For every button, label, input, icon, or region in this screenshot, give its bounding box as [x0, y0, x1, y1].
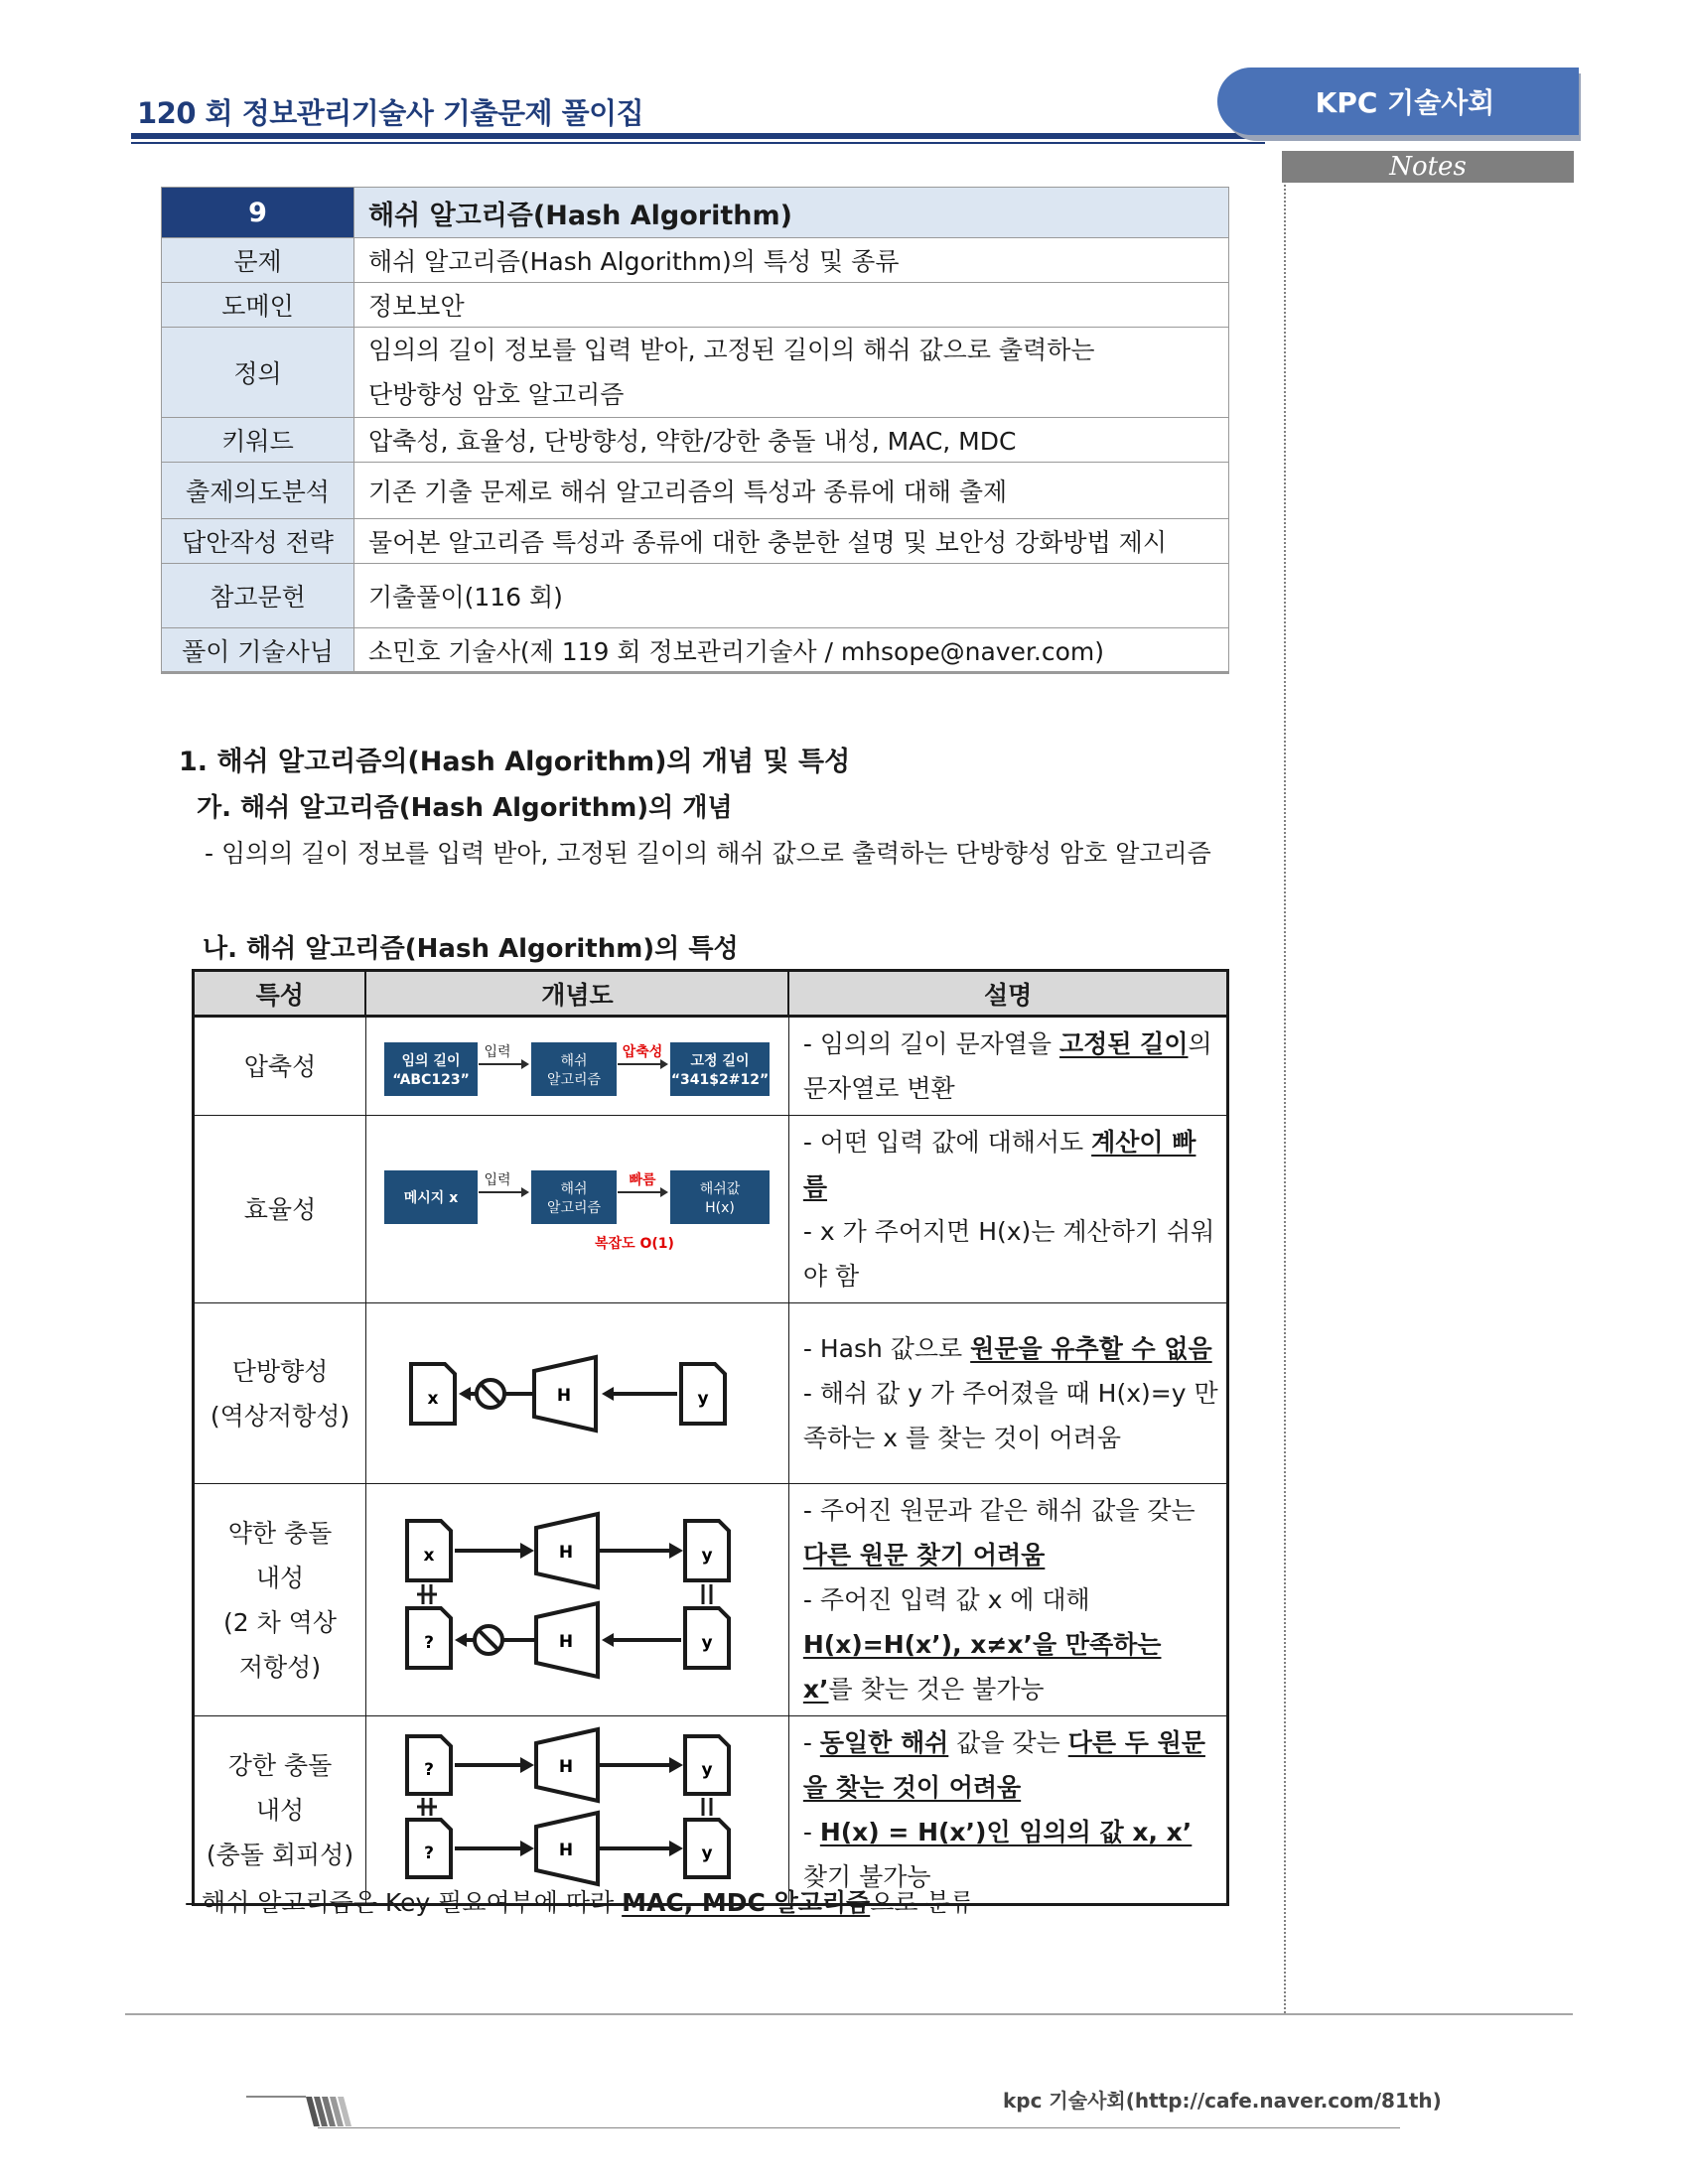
feature-name-line: (2 차 역상 [222, 1607, 337, 1637]
info-key: 풀이 기술사님 [162, 628, 354, 673]
message-box-label: 메시지 x [404, 1190, 459, 1206]
desc-emphasis: H(x) = H(x’)인 임의의 값 x, x’ [819, 1818, 1193, 1846]
info-row [162, 418, 1229, 463]
footer-stripes-logo [246, 2091, 385, 2130]
feature-name: 효율성 [194, 1116, 366, 1303]
weak-collision-diagram [383, 1501, 771, 1700]
info-value: 기존 기출 문제로 해쉬 알고리즘의 특성과 종류에 대해 출제 [354, 463, 1229, 519]
desc-text: - Hash 값으로 [802, 1334, 971, 1363]
col-header-feature: 특성 [194, 971, 366, 1017]
classification-note [185, 1883, 974, 1919]
feature-name-line: 저항성) [238, 1652, 322, 1682]
desc-text: - 주어진 원문과 같은 해쉬 값을 갖는 [802, 1496, 1196, 1525]
info-row [162, 564, 1229, 628]
doc-unknown-label: ? [424, 1632, 435, 1653]
doc-unknown-label: ? [424, 1760, 435, 1780]
info-key: 참고문헌 [162, 564, 354, 628]
header-rule-thin [131, 142, 1265, 144]
doc-y-label: y [701, 1545, 713, 1566]
info-value: 정보보안 [354, 283, 1229, 328]
doc-x-label: x [427, 1388, 439, 1409]
desc-text: - 어떤 입력 값에 대해서도 [802, 1128, 1092, 1157]
feature-description [788, 1116, 1227, 1303]
info-row [162, 328, 1229, 418]
arrow1-head [521, 1059, 529, 1069]
desc-emphasis: 동일한 해쉬 [819, 1728, 949, 1757]
hash-funnel-label: H [557, 1385, 572, 1406]
footer-rule [125, 2013, 1573, 2015]
info-value: 물어본 알고리즘 특성과 종류에 대한 충분한 설명 및 보안성 강화방법 제시 [354, 519, 1229, 564]
doc-x-label: x [423, 1545, 435, 1566]
doc-y-label: y [701, 1760, 713, 1780]
arrow-head [669, 1841, 683, 1856]
note-text: 으로 분류 [870, 1888, 974, 1917]
arrow-head [520, 1543, 534, 1559]
compression-diagram-cell [365, 1017, 788, 1116]
desc-emphasis: H(x)=H(x’), x≠x’을 만족하는 x’ [802, 1630, 1162, 1704]
info-key: 답안작성 전략 [162, 519, 354, 564]
feature-name-line: 단방향성 [231, 1356, 329, 1386]
hash-value-line1: 해쉬값 [700, 1181, 741, 1197]
notes-column-divider [1284, 185, 1286, 2013]
footer-line [318, 2127, 1400, 2128]
arrow2-label: 빠름 [629, 1172, 656, 1188]
doc-y-label: y [697, 1388, 709, 1409]
feature-description [788, 1017, 1227, 1116]
feature-row-strong-collision [194, 1716, 1228, 1905]
input-box-line2: “ABC123” [392, 1072, 471, 1088]
hash-funnel-label: H [559, 1631, 574, 1652]
feature-row-one-way [194, 1303, 1228, 1484]
hash-funnel-label: H [559, 1542, 574, 1563]
feature-row-compression [194, 1017, 1228, 1116]
desc-text: 의 문자열로 변환 [802, 1029, 1212, 1103]
notes-label: Notes [1282, 151, 1574, 183]
info-row [162, 238, 1229, 283]
desc-emphasis: 다른 원문 찾기 어려움 [802, 1541, 1046, 1570]
feature-description [788, 1303, 1227, 1484]
arrow1-label: 입력 [484, 1172, 511, 1188]
arrow-head [520, 1757, 534, 1773]
efficiency-diagram [374, 1155, 779, 1264]
feature-row-weak-collision [194, 1484, 1228, 1716]
subsection-heading-features: 나. 해쉬 알고리즘(Hash Algorithm)의 특성 [203, 934, 739, 964]
kpc-badge: KPC 기술사회 [1217, 68, 1579, 135]
desc-text: 찾기 불가능 [802, 1862, 931, 1891]
arrow2-head [660, 1059, 668, 1069]
feature-description [788, 1484, 1227, 1716]
one-way-diagram [383, 1339, 771, 1448]
output-box-line1: 고정 길이 [690, 1053, 750, 1069]
feature-name-line: 강한 충돌 [227, 1750, 333, 1780]
feature-name-line: (역상저항성) [210, 1401, 351, 1431]
desc-text: - [802, 1728, 820, 1757]
info-value: 소민호 기술사(제 119 회 정보관리기술사 / mhsope@naver.com) [354, 628, 1229, 673]
hash-value-line2: H(x) [705, 1200, 736, 1216]
output-box-line2: “341$2#12” [671, 1072, 770, 1088]
header-rule [131, 133, 1265, 139]
feature-name-line: 약한 충돌 [227, 1518, 333, 1548]
desc-text: 값을 갖는 [948, 1728, 1068, 1757]
feature-name: 압축성 [194, 1017, 366, 1116]
feature-name [194, 1303, 366, 1484]
hash-features-table [192, 969, 1229, 1906]
desc-text: 를 찾는 것은 불가능 [828, 1675, 1045, 1704]
desc-emphasis: 원문을 유추할 수 없음 [970, 1334, 1212, 1363]
desc-text: - 임의의 길이 문자열을 [802, 1029, 1060, 1058]
info-key: 정의 [162, 328, 354, 418]
compression-diagram [374, 1024, 779, 1108]
desc-text: - 해쉬 값 y 가 주어졌을 때 H(x)=y 만족하는 x 를 찾는 것이 어려움 [802, 1379, 1218, 1452]
col-header-description: 설명 [788, 971, 1227, 1017]
strong-collision-diagram [383, 1722, 771, 1897]
info-header-row [162, 188, 1229, 238]
feature-name [194, 1716, 366, 1905]
efficiency-diagram-cell [365, 1116, 788, 1303]
question-topic: 해쉬 알고리즘(Hash Algorithm) [354, 188, 1229, 238]
features-header-row [194, 971, 1228, 1017]
desc-text: - x 가 주어지면 H(x)는 계산하기 쉬워야 함 [802, 1217, 1215, 1291]
concept-text: - 임의의 길이 정보를 입력 받아, 고정된 길이의 해쉬 값으로 출력하는 단방향성 암호 알고리즘 [205, 839, 1211, 868]
doc-y-label: y [701, 1632, 713, 1653]
arrow1-head [521, 1187, 529, 1197]
desc-text: - [802, 1818, 820, 1846]
input-box-line1: 임의 길이 [401, 1053, 461, 1069]
arrow2-head [660, 1187, 668, 1197]
one-way-diagram-cell [365, 1303, 788, 1484]
arrow2-label: 압축성 [623, 1044, 663, 1060]
question-info-table [161, 187, 1229, 674]
hash-funnel-label: H [559, 1757, 574, 1777]
desc-emphasis: 다른 두 원문을 찾는 것이 어려움 [802, 1728, 1205, 1802]
weak-collision-diagram-cell [365, 1484, 788, 1716]
doc-unknown-label: ? [424, 1843, 435, 1863]
feature-name [194, 1484, 366, 1716]
feature-description [788, 1716, 1227, 1905]
doc-y-label: y [701, 1843, 713, 1863]
hash-funnel-label: H [559, 1841, 574, 1860]
definition-line-2: 단방향성 암호 알고리즘 [368, 380, 625, 409]
info-row [162, 283, 1229, 328]
arrow-head [669, 1757, 683, 1773]
definition-line-1: 임의의 길이 정보를 입력 받아, 고정된 길이의 해쉬 값으로 출력하는 [368, 336, 1095, 364]
feature-name-line: 내성 [255, 1795, 305, 1825]
subsection-heading-concept: 가. 해쉬 알고리즘(Hash Algorithm)의 개념 [197, 793, 733, 823]
info-row [162, 519, 1229, 564]
desc-emphasis: 계산이 빠름 [802, 1128, 1196, 1201]
feature-name-line: 내성 [255, 1563, 305, 1592]
question-number: 9 [162, 188, 354, 238]
info-key: 문제 [162, 238, 354, 283]
feature-name-line: (충돌 회피성) [206, 1840, 354, 1869]
hash-box-line1: 해쉬 [560, 1053, 588, 1069]
section-heading: 1. 해쉬 알고리즘의(Hash Algorithm)의 개념 및 특성 [179, 747, 851, 777]
feature-row-efficiency [194, 1116, 1228, 1303]
info-value: 해쉬 알고리즘(Hash Algorithm)의 특성 및 종류 [354, 238, 1229, 283]
info-key: 키워드 [162, 418, 354, 463]
info-value: 압축성, 효율성, 단방향성, 약한/강한 충돌 내성, MAC, MDC [354, 418, 1229, 463]
footer-site-link[interactable]: kpc 기술사회(http://cafe.naver.com/81th) [1003, 2089, 1442, 2113]
arrow-head [669, 1543, 683, 1559]
info-row [162, 628, 1229, 673]
complexity-note: 복잡도 O(1) [595, 1236, 675, 1252]
note-text: - 해쉬 알고리즘은 Key 필요여부에 따라 [185, 1888, 623, 1917]
strong-collision-diagram-cell [365, 1716, 788, 1905]
hash-box-line2: 알고리즘 [547, 1200, 602, 1216]
arrow1-label: 입력 [484, 1044, 511, 1060]
desc-text: - 주어진 입력 값 x 에 대해 [802, 1585, 1090, 1614]
hash-box-line2: 알고리즘 [547, 1072, 602, 1088]
info-key: 출제의도분석 [162, 463, 354, 519]
info-row [162, 463, 1229, 519]
note-emphasis: MAC, MDC 알고리즘 [622, 1888, 871, 1917]
document-title: 120 회 정보관리기술사 기출문제 풀이집 [137, 96, 644, 130]
hash-box-line1: 해쉬 [560, 1181, 588, 1197]
info-value: 기출풀이(116 회) [354, 564, 1229, 628]
desc-emphasis: 고정된 길이 [1059, 1029, 1189, 1058]
info-value [354, 328, 1229, 418]
info-key: 도메인 [162, 283, 354, 328]
col-header-diagram: 개념도 [365, 971, 788, 1017]
arrow-head [520, 1841, 534, 1856]
